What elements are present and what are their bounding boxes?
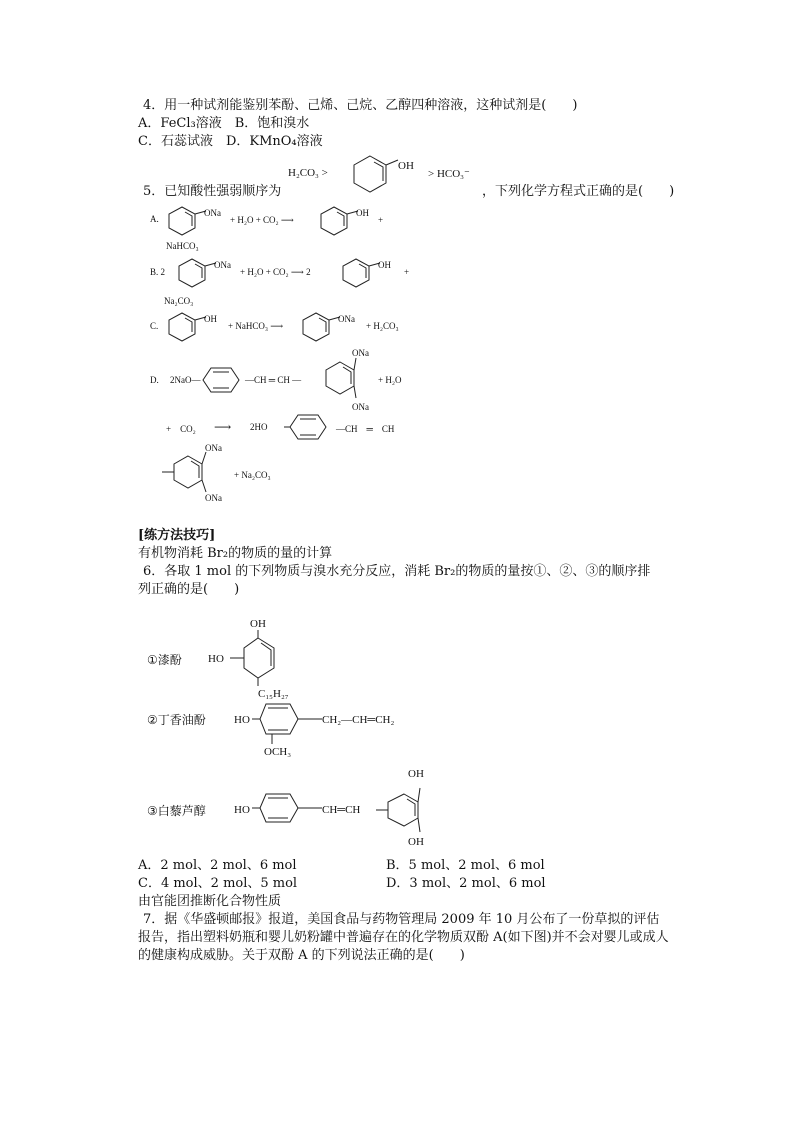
m1-oh-top: OH <box>250 618 266 630</box>
q5c-h2co3: + H₂CO₃ <box>366 321 399 331</box>
m2-name: ②丁香油酚 <box>147 713 206 727</box>
q5a-plus: + <box>378 215 384 225</box>
q5b-ona: ONa <box>214 260 231 270</box>
q5d-ring1 <box>203 366 247 396</box>
section-subtitle-functional-groups: 由官能团推断化合物性质 <box>138 894 282 909</box>
m1-name: ①漆酚 <box>147 653 182 667</box>
q5-hco3: > HCO₃⁻ <box>428 168 470 180</box>
q5b-reagents: + H₂O + CO₂ ⟶ 2 <box>240 267 311 277</box>
q5a-reagents: + H₂O + CO₂ ⟶ <box>230 215 294 225</box>
q4-options-cd: C．石蕊试液 D．KMnO₄溶液 <box>138 134 323 149</box>
q5c-product-ring <box>300 310 342 346</box>
q5d-ona-bottom: ONa <box>352 402 369 412</box>
q5a-label: A. <box>150 214 159 224</box>
m2-ho-left: HO <box>234 714 250 726</box>
q6-option-c: C．4 mol、2 mol、5 mol <box>138 876 298 891</box>
q5d-vinyl: —CH ═ CH — <box>245 375 302 385</box>
q5d-2nao: 2NaO— <box>170 375 201 385</box>
m3-name: ③白藜芦醇 <box>147 804 206 818</box>
q4-stem: 4．用一种试剂能鉴别苯酚、己烯、己烷、乙醇四种溶液，这种试剂是( ) <box>143 98 578 113</box>
q5d-ring2 <box>322 358 362 402</box>
q5c-reagents: + NaHCO₃ ⟶ <box>228 321 284 331</box>
m1-ring <box>230 630 290 686</box>
q5d-na2co3: + Na₂CO₃ <box>234 470 271 480</box>
m2-och3: OCH₃ <box>264 746 292 758</box>
q5-stem: 5．已知酸性强弱顺序为 <box>143 184 282 199</box>
m3-ho-left: HO <box>234 804 250 816</box>
q5b-oh: OH <box>378 260 391 270</box>
q6-stem-line2: 列正确的是( ) <box>138 582 240 597</box>
m2-ring <box>252 700 328 746</box>
q5d-ona-bottom2: ONa <box>205 493 222 503</box>
m3-ring2 <box>376 778 426 842</box>
q6-option-a: A．2 mol、2 mol、6 mol <box>138 858 297 873</box>
q5c-label: C. <box>150 321 159 331</box>
q5-phenol-ring <box>350 152 400 198</box>
q5d-ring4 <box>162 452 212 496</box>
q7-line3: 的健康构成威胁。关于双酚 A 的下列说法正确的是( ) <box>138 948 465 963</box>
q7-line1: 7．据《华盛顿邮报》报道，美国食品与药物管理局 2009 年 10 月公布了一份草拟的评估 <box>143 912 660 927</box>
q5d-ring3 <box>290 413 334 443</box>
m3-oh-top: OH <box>408 768 424 780</box>
q5-oh: OH <box>398 160 414 172</box>
m3-ring1 <box>252 792 328 828</box>
q5d-ch-ch: —CH ═ CH <box>336 424 395 434</box>
m3-vinyl: CH═CH <box>322 804 361 816</box>
m1-chain: C₁₅H₂₇ <box>258 688 289 700</box>
q5c-oh: OH <box>204 314 217 324</box>
q5a-nahco3: NaHCO₃ <box>166 241 199 251</box>
q5b-product-ring <box>340 256 382 292</box>
m2-chain: CH₂—CH═CH₂ <box>322 714 395 726</box>
q5a-ona: ONa <box>204 208 221 218</box>
q5a-oh: OH <box>356 208 369 218</box>
q7-line2: 报告，指出塑料奶瓶和婴儿奶粉罐中普遍存在的化学物质双酚 A(如下图)并不会对婴儿或成人 <box>138 930 669 945</box>
q5b-plus: + <box>404 267 410 277</box>
q6-option-b: B．5 mol、2 mol、6 mol <box>386 858 545 873</box>
q5-h2co3: H₂CO₃ > <box>288 167 328 179</box>
q6-stem-line1: 6．各取 1 mol 的下列物质与溴水充分反应，消耗 Br₂的物质的量按①、②、③的顺序排 <box>143 564 651 579</box>
q5a-product-ring <box>318 204 360 240</box>
m3-oh-bottom: OH <box>408 836 424 848</box>
q5b-na2co3: Na₂CO₃ <box>164 296 194 306</box>
m1-ho-left: HO <box>208 653 224 665</box>
section-title: [练方法技巧] <box>138 528 216 543</box>
q5-stem-tail: ，下列化学方程式正确的是( ) <box>482 184 675 199</box>
section-subtitle-br2: 有机物消耗 Br₂的物质的量的计算 <box>138 546 333 561</box>
q5b-ring <box>176 256 218 292</box>
q5d-2ho: 2HO <box>250 422 268 432</box>
q5c-ring <box>166 310 208 346</box>
q4-options-ab: A．FeCl₃溶液 B．饱和溴水 <box>138 116 310 131</box>
q5d-h2o: + H₂O <box>378 375 402 385</box>
q5a-ring <box>166 204 208 240</box>
q5c-ona: ONa <box>338 314 355 324</box>
q5d-co2: + CO₂ <box>166 424 196 434</box>
q5b-label: B. 2 <box>150 267 166 277</box>
q5d-ona-top: ONa <box>352 348 369 358</box>
q5d-label: D. <box>150 375 159 385</box>
q5d-arrow: ⟶ <box>214 420 232 434</box>
q5d-ona-top2: ONa <box>205 443 222 453</box>
q6-option-d: D．3 mol、2 mol、6 mol <box>386 876 546 891</box>
